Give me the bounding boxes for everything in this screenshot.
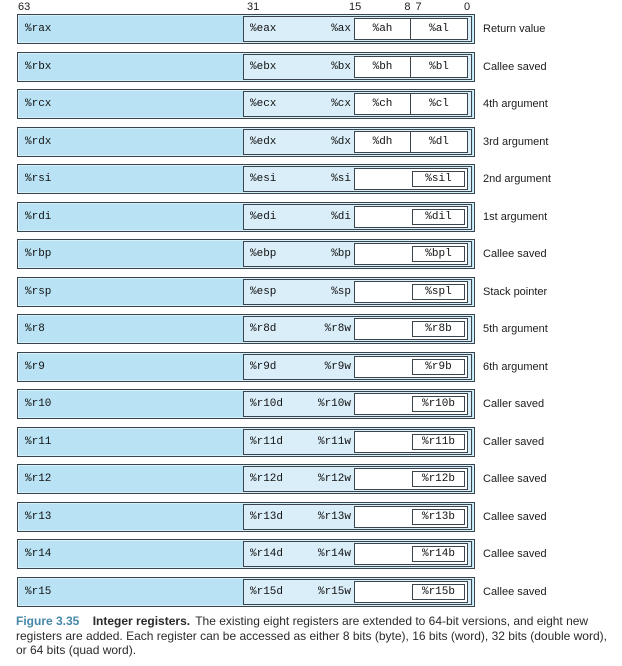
register-row	[17, 14, 546, 44]
byte-low-label: %dl	[429, 135, 449, 148]
bit-label-15: 15	[349, 1, 362, 13]
register-role: 6th argument	[483, 360, 548, 373]
register-role: 4th argument	[483, 98, 548, 110]
register-role: 5th argument	[483, 323, 548, 335]
register-role: Callee saved	[483, 60, 547, 73]
byte-single-wrap	[355, 319, 467, 339]
figure-caption	[16, 614, 612, 658]
word-register-box	[354, 93, 468, 115]
byte-register-box	[412, 509, 465, 525]
double-register-label: %r8d	[250, 323, 277, 335]
quad-register-label: %r11	[25, 435, 52, 448]
quad-register-label: %r13	[25, 510, 52, 523]
word-register-label: %bp	[331, 248, 351, 260]
byte-single-wrap	[355, 244, 467, 264]
word-register-label: %bx	[331, 60, 351, 73]
bit-label-7: 7	[415, 1, 422, 13]
double-register-label: %r12d	[250, 473, 284, 485]
double-register-label: %r14d	[250, 548, 284, 560]
byte-low-label: %cl	[429, 98, 449, 110]
byte-low-cell	[411, 57, 467, 77]
word-register-label: %cx	[331, 98, 351, 110]
byte-high-cell	[355, 57, 411, 77]
register-role: 3rd argument	[483, 135, 549, 148]
byte-label: %spl	[425, 285, 452, 298]
figure-title: Integer registers.	[92, 614, 191, 628]
quad-register-label: %rsp	[25, 285, 52, 298]
quad-register-label: %r8	[25, 323, 45, 335]
register-role: Callee saved	[483, 510, 547, 523]
byte-register-box	[412, 584, 465, 600]
register-row	[17, 314, 548, 344]
word-register-box	[354, 543, 468, 565]
byte-register-box	[412, 246, 465, 262]
quad-register-label: %rax	[25, 23, 52, 35]
double-register-label: %r11d	[250, 435, 284, 448]
byte-low-cell	[411, 132, 467, 152]
double-register-label: %r15d	[250, 585, 284, 598]
register-row	[17, 52, 547, 82]
quad-register-label: %rdx	[25, 135, 52, 148]
register-role: Return value	[483, 23, 546, 35]
word-register-box	[354, 318, 468, 340]
register-row	[17, 89, 548, 119]
word-register-label: %sp	[331, 285, 351, 298]
word-register-box	[354, 393, 468, 415]
register-row	[17, 464, 547, 494]
register-rows	[17, 14, 551, 607]
double-register-label: %edi	[250, 210, 277, 223]
quad-register-label: %r10	[25, 398, 52, 410]
bit-label-8-7	[400, 1, 426, 14]
byte-register-box	[412, 171, 465, 187]
figure-caption-text: The existing eight registers are extended to 64-bit versions, and eight new registers are added. Each register can be accessed as either 8 bits (byte), 16 bits (word), 32 bits (double word), or 64 bits (quad word).	[16, 614, 607, 658]
word-register-box	[354, 356, 468, 378]
bit-label-63: 63	[18, 1, 31, 13]
byte-single-wrap	[355, 432, 467, 452]
register-role: Caller saved	[483, 398, 545, 410]
byte-label: %r10b	[421, 398, 455, 410]
figure-number: Figure 3.35	[16, 614, 80, 628]
byte-register-box	[412, 471, 465, 487]
bit-label-31: 31	[247, 1, 260, 13]
byte-single-wrap	[355, 169, 467, 189]
register-role: Callee saved	[483, 248, 547, 260]
byte-single-wrap	[355, 507, 467, 527]
word-register-label: %r13w	[317, 510, 351, 523]
double-register-label: %r10d	[250, 398, 284, 410]
word-register-label: %di	[331, 210, 351, 223]
byte-label: %bpl	[425, 248, 452, 260]
register-row	[17, 127, 549, 157]
word-register-label: %r10w	[317, 398, 351, 410]
word-register-box	[354, 206, 468, 228]
word-register-box	[354, 56, 468, 78]
register-row	[17, 277, 548, 307]
word-register-box	[354, 131, 468, 153]
register-role: Callee saved	[483, 548, 547, 560]
word-register-box	[354, 281, 468, 303]
byte-low-label: %bl	[429, 60, 449, 73]
register-row	[17, 577, 547, 607]
quad-register-label: %rdi	[25, 210, 52, 223]
double-register-label: %ecx	[250, 98, 277, 110]
register-row	[17, 389, 545, 419]
word-register-label: %r14w	[317, 548, 351, 560]
word-register-label: %ax	[331, 23, 351, 35]
register-role: Callee saved	[483, 473, 547, 485]
byte-single-wrap	[355, 282, 467, 302]
register-row	[17, 202, 548, 232]
word-register-box	[354, 506, 468, 528]
byte-label: %r9b	[425, 360, 452, 373]
byte-register-box	[412, 321, 465, 337]
quad-register-label: %r9	[25, 360, 45, 373]
byte-single-wrap	[355, 469, 467, 489]
double-register-label: %edx	[250, 135, 277, 148]
byte-register-box	[412, 434, 465, 450]
quad-register-label: %r14	[25, 548, 52, 560]
byte-register-box	[412, 546, 465, 562]
register-row	[17, 539, 547, 569]
byte-high-cell	[355, 94, 411, 114]
word-register-label: %r8w	[324, 323, 351, 335]
byte-label: %r13b	[421, 510, 455, 523]
byte-high-label: %ch	[372, 98, 393, 110]
register-row	[17, 502, 547, 532]
register-row	[17, 164, 551, 194]
quad-register-label: %rsi	[25, 173, 52, 185]
double-register-label: %r9d	[250, 360, 277, 373]
byte-register-box	[412, 396, 465, 412]
word-register-label: %si	[331, 173, 351, 185]
word-register-label: %r15w	[317, 585, 351, 598]
register-role: 2nd argument	[483, 173, 551, 185]
byte-low-cell	[411, 94, 467, 114]
double-register-label: %esi	[250, 173, 277, 185]
byte-label: %r11b	[421, 435, 455, 448]
byte-low-cell	[411, 19, 467, 39]
byte-high-label: %dh	[372, 135, 393, 148]
word-register-label: %r12w	[317, 473, 351, 485]
byte-single-wrap	[355, 357, 467, 377]
byte-label: %dil	[425, 210, 452, 223]
double-register-label: %esp	[250, 285, 277, 298]
quad-register-label: %r12	[25, 473, 52, 485]
byte-label: %r14b	[421, 548, 455, 560]
byte-label: %r8b	[425, 323, 452, 335]
byte-single-wrap	[355, 394, 467, 414]
byte-label: %sil	[425, 173, 452, 185]
quad-register-label: %r15	[25, 585, 52, 598]
byte-register-box	[412, 209, 465, 225]
byte-high-cell	[355, 19, 411, 39]
word-register-box	[354, 581, 468, 603]
word-register-label: %dx	[331, 135, 351, 148]
byte-register-box	[412, 359, 465, 375]
byte-single-wrap	[355, 207, 467, 227]
byte-low-label: %al	[429, 23, 449, 35]
byte-register-box	[412, 284, 465, 300]
register-row	[17, 352, 548, 382]
word-register-box	[354, 168, 468, 190]
double-register-label: %ebx	[250, 60, 277, 73]
register-role: Stack pointer	[483, 285, 548, 298]
register-row	[17, 239, 547, 269]
byte-high-label: %ah	[372, 23, 393, 35]
double-register-label: %r13d	[250, 510, 284, 523]
word-register-box	[354, 243, 468, 265]
word-register-box	[354, 468, 468, 490]
quad-register-label: %rbx	[25, 60, 52, 73]
byte-label: %r15b	[421, 585, 455, 598]
word-register-label: %r11w	[317, 435, 351, 448]
byte-label: %r12b	[421, 473, 455, 485]
quad-register-label: %rbp	[25, 248, 52, 260]
word-register-label: %r9w	[324, 360, 351, 373]
double-register-label: %eax	[250, 23, 277, 35]
register-row	[17, 427, 545, 457]
quad-register-label: %rcx	[25, 98, 52, 110]
byte-single-wrap	[355, 544, 467, 564]
word-register-box	[354, 18, 468, 40]
register-role: Callee saved	[483, 585, 547, 598]
bit-label-8: 8	[404, 1, 411, 13]
byte-high-cell	[355, 132, 411, 152]
bit-label-0: 0	[464, 1, 471, 13]
word-register-box	[354, 431, 468, 453]
byte-single-wrap	[355, 582, 467, 602]
byte-high-label: %bh	[372, 60, 393, 73]
double-register-label: %ebp	[250, 248, 277, 260]
register-role: 1st argument	[483, 210, 548, 223]
register-role: Caller saved	[483, 435, 545, 448]
